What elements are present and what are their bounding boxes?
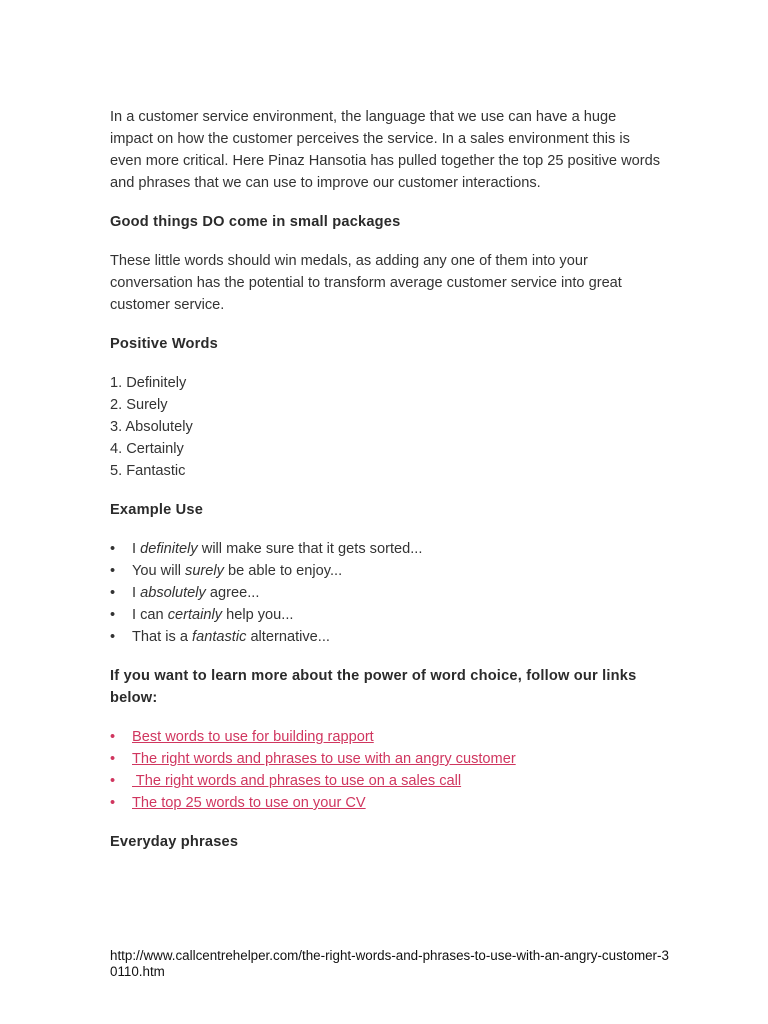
source-url: http://www.callcentrehelper.com/the-right-words-and-phrases-to-use-with-an-angry-customer-30110.htm (110, 948, 669, 979)
example-emphasis: absolutely (140, 585, 206, 601)
document-body (110, 106, 660, 870)
list-item (110, 726, 660, 748)
intro-paragraph: In a customer service environment, the language that we use can have a huge impact on how the customer perceives the service. In a sales environment this is even more critical. Here Pinaz Hansotia has pulled together the top 25 positive words and phrases that we can use to improve our customer interactions. (110, 109, 660, 191)
list-item: 1. Definitely (110, 375, 187, 391)
heading-positive-words: Positive Words (110, 336, 218, 352)
heading-everyday-phrases: Everyday phrases (110, 834, 239, 850)
example-emphasis: surely (185, 563, 224, 579)
list-item (110, 538, 660, 560)
list-item: 2. Surely (110, 397, 168, 413)
related-links-list (110, 726, 660, 814)
example-emphasis: certainly (167, 607, 223, 623)
example-use-list (110, 538, 660, 648)
heading-more-links: If you want to learn more about the power of word choice, follow our links below: (110, 668, 637, 706)
bullet-icon: • (110, 629, 116, 645)
bullet-icon: • (110, 773, 116, 789)
example-text: You will (132, 563, 186, 579)
link-sales-call[interactable]: The right words and phrases to use on a sales call (132, 773, 462, 789)
example-text: will make sure that it gets sorted... (197, 541, 423, 557)
small-packages-paragraph: These little words should win medals, as adding any one of them into your conversation has the potential to transform average customer service into great customer service. (110, 253, 622, 313)
list-item (110, 626, 660, 648)
bullet-icon: • (110, 795, 116, 811)
heading-example-use: Example Use (110, 502, 204, 518)
example-text: I (132, 541, 141, 557)
list-item (110, 560, 660, 582)
bullet-icon: • (110, 563, 116, 579)
example-text: That is a (132, 629, 193, 645)
list-item: 4. Certainly (110, 441, 184, 457)
list-item (110, 770, 660, 792)
list-item (110, 604, 660, 626)
positive-words-list (110, 372, 660, 482)
link-angry-customer[interactable]: The right words and phrases to use with an angry customer (132, 751, 516, 767)
link-building-rapport[interactable]: Best words to use for building rapport (132, 729, 374, 745)
example-text: be able to enjoy... (223, 563, 343, 579)
bullet-icon: • (110, 607, 116, 623)
bullet-icon: • (110, 585, 116, 601)
list-item: 5. Fantastic (110, 463, 186, 479)
example-text: help you... (222, 607, 294, 623)
example-text: alternative... (246, 629, 330, 645)
heading-small-packages: Good things DO come in small packages (110, 214, 401, 230)
bullet-icon: • (110, 729, 116, 745)
example-emphasis: fantastic (192, 629, 247, 645)
list-item: 3. Absolutely (110, 419, 193, 435)
example-emphasis: definitely (140, 541, 198, 557)
list-item (110, 748, 660, 770)
link-top-25-cv[interactable]: The top 25 words to use on your CV (132, 795, 366, 811)
example-text: agree... (205, 585, 260, 601)
bullet-icon: • (110, 751, 116, 767)
bullet-icon: • (110, 541, 116, 557)
example-text: I can (132, 607, 168, 623)
example-text: I (132, 585, 141, 601)
list-item (110, 582, 660, 604)
list-item (110, 792, 660, 814)
